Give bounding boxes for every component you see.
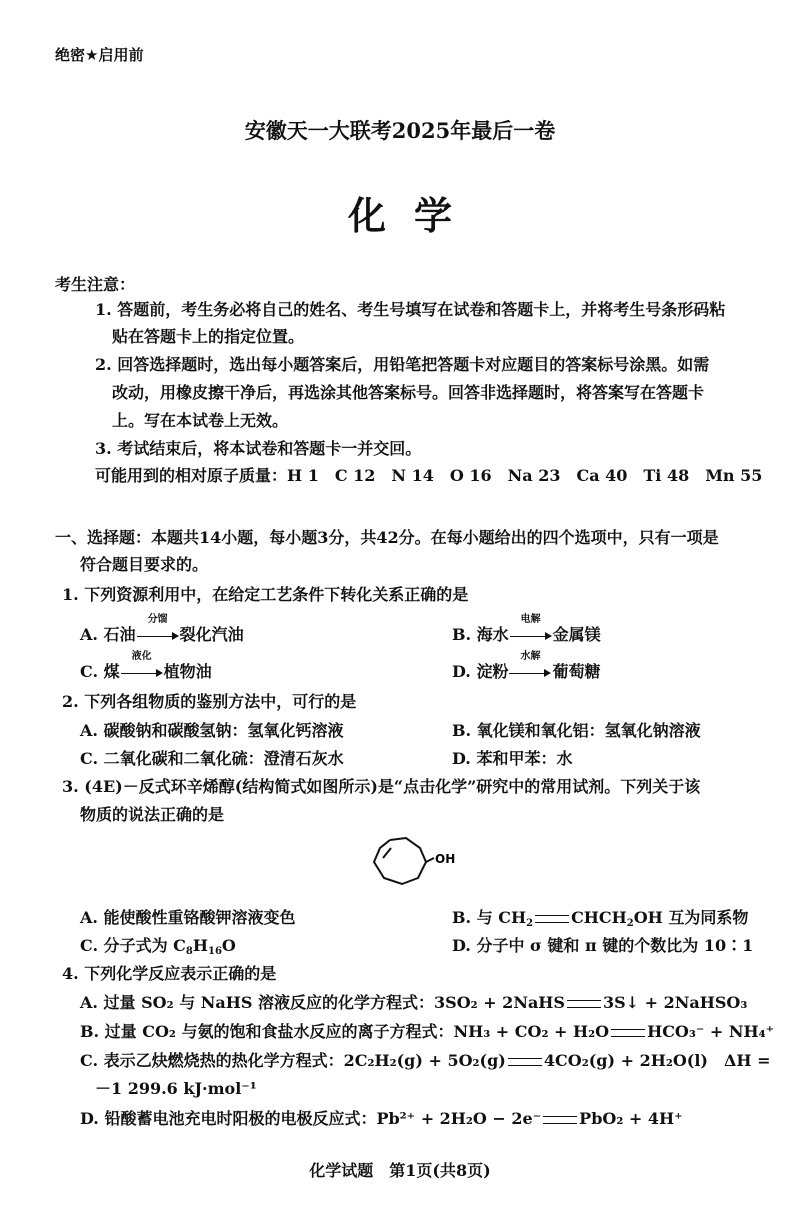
reaction-arrow-icon: 电解 xyxy=(510,628,552,644)
q1-option-a: A. 石油 分馏 裂化汽油 xyxy=(80,613,244,644)
reaction-arrow-icon: 水解 xyxy=(509,665,551,681)
notice-item-2-cont: 改动，用橡皮擦干净后，再选涂其他答案标号。回答非选择题时，将答案写在答题卡 xyxy=(112,383,705,402)
reaction-arrow-icon: 液化 xyxy=(121,665,163,681)
equals-icon xyxy=(611,1029,645,1037)
question-3-stem: 3. (4E)－反式环辛烯醇(结构简式如图所示)是“点击化学”研究中的常用试剂。下列关于该 xyxy=(62,777,701,796)
q1-option-d: D. 淀粉 水解 葡萄糖 xyxy=(452,650,601,681)
equals-icon xyxy=(567,1000,601,1008)
q2-option-d: D. 苯和甲苯：水 xyxy=(452,749,573,768)
q2-option-c: C. 二氧化碳和二氧化硫：澄清石灰水 xyxy=(80,749,344,768)
q3-option-c: C. 分子式为 $C_8H_{16}O$ xyxy=(80,936,236,957)
notice-item-2-cont2: 上。写在本试卷上无效。 xyxy=(112,411,289,430)
q4-option-b: B. 过量 CO₂ 与氨的饱和食盐水反应的离子方程式：NH₃ + CO₂ + H₂O HCO₃⁻ + NH₄⁺ xyxy=(80,1022,775,1041)
q4-option-c-cont: －1 299.6 kJ·mol⁻¹ xyxy=(95,1079,257,1098)
question-4-stem: 4. 下列化学反应表示正确的是 xyxy=(62,964,277,983)
page-footer: 化学试题 第1页(共8页) xyxy=(309,1161,491,1180)
q4-option-a: A. 过量 SO₂ 与 NaHS 溶液反应的化学方程式：3SO₂ + 2NaHS 3S↓ + 2NaHSO₃ xyxy=(80,993,748,1012)
question-1-stem: 1. 下列资源利用中，在给定工艺条件下转化关系正确的是 xyxy=(62,585,469,604)
question-2-stem: 2. 下列各组物质的鉴别方法中，可行的是 xyxy=(62,692,357,711)
q3-option-d: D. 分子中 σ 键和 π 键的个数比为 10∶1 xyxy=(452,936,754,955)
exam-title: 安徽天一大联考2025年最后一卷 xyxy=(244,118,556,143)
cyclooctenol-structure xyxy=(368,832,468,902)
q4-option-d: D. 铅酸蓄电池充电时阳极的电极反应式：Pb²⁺ + 2H₂O − 2e⁻ PbO₂ + 4H⁺ xyxy=(80,1109,683,1128)
q4-option-c: C. 表示乙炔燃烧热的热化学方程式：2C₂H₂(g) + 5O₂(g) 4CO₂(g) + 2H₂O(l) ΔH = xyxy=(80,1051,771,1070)
section-heading: 一、选择题：本题共14小题，每小题3分，共42分。在每小题给出的四个选项中，只有一项是 xyxy=(55,528,719,547)
notice-item-3: 3. 考试结束后，将本试卷和答题卡一并交回。 xyxy=(95,439,422,458)
q1-option-b: B. 海水 电解 金属镁 xyxy=(452,613,601,644)
equals-icon xyxy=(543,1116,577,1124)
subject-title: 化学 xyxy=(347,194,480,238)
question-3-stem-cont: 物质的说法正确的是 xyxy=(80,805,225,824)
atomic-masses: 可能用到的相对原子质量：H 1 C 12 N 14 O 16 Na 23 Ca 40 Ti 48 Mn 55 xyxy=(95,466,763,485)
notice-item-1-cont: 贴在答题卡上的指定位置。 xyxy=(112,327,305,346)
equals-icon xyxy=(508,1058,542,1066)
hydroxyl-label: OH xyxy=(435,852,456,866)
confidential-mark: 绝密★启用前 xyxy=(55,46,144,64)
q2-option-b: B. 氧化镁和氧化铝：氢氧化钠溶液 xyxy=(452,721,701,740)
notice-item-2: 2. 回答选择题时，选出每小题答案后，用铅笔把答题卡对应题目的答案标号涂黑。如需 xyxy=(95,355,710,374)
section-heading-cont: 符合题目要求的。 xyxy=(80,555,209,574)
q3-option-b: B. 与 $CH_2$ $CHCH_2OH$ 互为同系物 xyxy=(452,908,749,929)
notice-heading: 考生注意： xyxy=(55,275,136,294)
notice-item-1: 1. 答题前，考生务必将自己的姓名、考生号填写在试卷和答题卡上，并将考生号条形码粘 xyxy=(95,300,726,319)
double-bond-icon xyxy=(535,915,569,923)
q2-option-a: A. 碳酸钠和碳酸氢钠：氢氧化钙溶液 xyxy=(80,721,344,740)
reaction-arrow-icon: 分馏 xyxy=(137,628,179,644)
q1-option-c: C. 煤 液化 植物油 xyxy=(80,650,212,681)
q3-option-a: A. 能使酸性重铬酸钾溶液变色 xyxy=(80,908,296,927)
